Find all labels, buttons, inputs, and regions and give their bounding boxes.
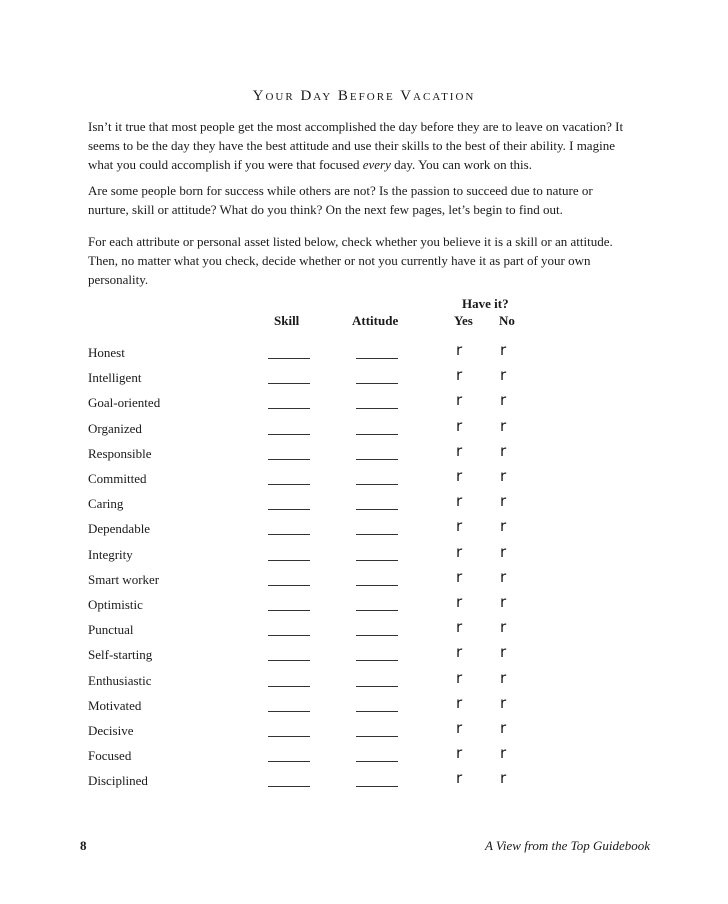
attitude-blank[interactable]: [356, 723, 398, 737]
attitude-blank[interactable]: [356, 421, 398, 435]
attribute-label: Motivated: [88, 697, 142, 713]
attitude-blank[interactable]: [356, 496, 398, 510]
attitude-blank[interactable]: [356, 547, 398, 561]
skill-blank[interactable]: [268, 521, 310, 535]
attitude-blank[interactable]: [356, 572, 398, 586]
page-number: 8: [80, 838, 87, 853]
skill-blank[interactable]: [268, 421, 310, 435]
yes-checkbox[interactable]: r: [456, 567, 463, 586]
attitude-blank[interactable]: [356, 471, 398, 485]
yes-checkbox[interactable]: r: [456, 366, 463, 385]
yes-checkbox[interactable]: r: [456, 517, 463, 536]
yes-checkbox[interactable]: r: [456, 416, 463, 435]
attitude-blank[interactable]: [356, 647, 398, 661]
no-column-header: No: [499, 313, 515, 328]
skill-column-header: Skill: [274, 313, 300, 328]
table-row: [0, 668, 728, 693]
table-row: [0, 593, 728, 617]
table-row: [0, 416, 728, 441]
skill-blank[interactable]: [268, 572, 310, 586]
no-checkbox[interactable]: r: [500, 668, 507, 687]
no-checkbox[interactable]: r: [500, 366, 507, 385]
skill-blank[interactable]: [268, 723, 310, 737]
attribute-label: Caring: [88, 496, 124, 512]
attitude-blank[interactable]: [356, 622, 398, 636]
attribute-label: Optimistic: [88, 597, 143, 612]
attitude-blank[interactable]: [356, 597, 398, 611]
skill-blank[interactable]: [268, 395, 310, 409]
attitude-blank[interactable]: [356, 395, 398, 409]
attitude-column-header: Attitude: [352, 313, 399, 328]
table-row: [0, 341, 728, 365]
skill-blank[interactable]: [268, 647, 310, 661]
attribute-label: Integrity: [88, 546, 133, 562]
table-row: [0, 492, 728, 516]
table-row: [0, 719, 728, 743]
no-checkbox[interactable]: r: [500, 416, 507, 435]
no-checkbox[interactable]: r: [500, 618, 507, 637]
table-row: [0, 391, 728, 415]
yes-checkbox[interactable]: r: [456, 693, 463, 712]
yes-checkbox[interactable]: r: [456, 719, 463, 737]
yes-checkbox[interactable]: r: [456, 668, 463, 687]
yes-checkbox[interactable]: r: [456, 744, 463, 763]
attribute-label: Punctual: [88, 622, 134, 638]
attribute-label: Decisive: [88, 723, 134, 738]
attitude-blank[interactable]: [356, 773, 398, 787]
yes-checkbox[interactable]: r: [456, 769, 463, 788]
no-checkbox[interactable]: r: [500, 517, 507, 536]
skill-blank[interactable]: [268, 748, 310, 762]
no-checkbox[interactable]: r: [500, 391, 507, 410]
attitude-blank[interactable]: [356, 345, 398, 359]
yes-checkbox[interactable]: r: [456, 341, 463, 359]
no-checkbox[interactable]: r: [500, 693, 507, 712]
skill-blank[interactable]: [268, 496, 310, 510]
attribute-label: Honest: [88, 345, 125, 360]
instructions-paragraph: For each attribute or personal asset listed below, check whether you believe it is a skill or an attitude. Then, no matter what you check, decide whether or not you currently have it as part of your own personality.: [88, 234, 613, 287]
attribute-label: Enthusiastic: [88, 672, 152, 688]
yes-checkbox[interactable]: r: [456, 391, 463, 410]
attitude-blank[interactable]: [356, 673, 398, 687]
no-checkbox[interactable]: r: [500, 467, 507, 485]
skill-blank[interactable]: [268, 597, 310, 611]
yes-checkbox[interactable]: r: [456, 593, 463, 611]
yes-checkbox[interactable]: r: [456, 618, 463, 637]
yes-checkbox[interactable]: r: [456, 643, 463, 662]
table-row: [0, 517, 728, 541]
no-checkbox[interactable]: r: [500, 643, 507, 662]
question-paragraph: Are some people born for success while others are not? Is the passion to succeed due to nature or nurture, skill or attitude? What do you think? On the next few pages, let’s begin to find out.: [88, 183, 593, 217]
no-checkbox[interactable]: r: [500, 441, 507, 460]
page-title: Your Day Before Vacation: [252, 88, 476, 104]
yes-column-header: Yes: [454, 313, 473, 328]
skill-blank[interactable]: [268, 673, 310, 687]
have-it-header: Have it?: [462, 296, 509, 311]
attitude-blank[interactable]: [356, 446, 398, 460]
no-checkbox[interactable]: r: [500, 769, 507, 788]
table-row: [0, 769, 728, 793]
no-checkbox[interactable]: r: [500, 744, 507, 763]
attribute-label: Responsible: [88, 445, 152, 461]
attribute-label: Intelligent: [88, 370, 142, 386]
skill-blank[interactable]: [268, 446, 310, 460]
table-row: [0, 467, 728, 491]
attribute-label: Organized: [88, 420, 142, 436]
no-checkbox[interactable]: r: [500, 341, 507, 359]
yes-checkbox[interactable]: r: [456, 441, 463, 460]
yes-checkbox[interactable]: r: [456, 492, 463, 511]
attribute-label: Smart worker: [88, 571, 160, 587]
table-row: [0, 693, 728, 718]
skill-blank[interactable]: [268, 471, 310, 485]
no-checkbox[interactable]: r: [500, 492, 507, 511]
book-title: A View from the Top Guidebook: [484, 838, 650, 853]
table-row: [0, 744, 728, 768]
attribute-label: Committed: [88, 471, 147, 486]
skill-blank[interactable]: [268, 547, 310, 561]
no-checkbox[interactable]: r: [500, 719, 507, 737]
table-row: [0, 643, 728, 667]
attribute-label: Focused: [88, 748, 132, 764]
attribute-label: Disciplined: [88, 773, 148, 789]
attitude-blank[interactable]: [356, 698, 398, 712]
skill-blank[interactable]: [268, 370, 310, 384]
attitude-blank[interactable]: [356, 370, 398, 384]
no-checkbox[interactable]: r: [500, 542, 507, 561]
intro-paragraph: Isn’t it true that most people get the most accomplished the day before they are to leave on vacation? It seems to be the day they have the best attitude and use their skills to the best of their ability. I magine what you could accomplish if you were that focused every day. You can work on this.: [88, 119, 624, 172]
skill-blank[interactable]: [268, 345, 310, 359]
table-row: [0, 618, 728, 642]
no-checkbox[interactable]: r: [500, 593, 507, 611]
yes-checkbox[interactable]: r: [456, 542, 463, 561]
attitude-blank[interactable]: [356, 521, 398, 535]
skill-blank[interactable]: [268, 698, 310, 712]
attribute-label: Goal-oriented: [88, 395, 161, 411]
table-row: [0, 567, 728, 592]
attitude-blank[interactable]: [356, 748, 398, 762]
yes-checkbox[interactable]: r: [456, 467, 463, 485]
no-checkbox[interactable]: r: [500, 567, 507, 586]
skill-blank[interactable]: [268, 773, 310, 787]
skill-blank[interactable]: [268, 622, 310, 636]
table-row: [0, 441, 728, 466]
attribute-label: Dependable: [88, 521, 151, 537]
attribute-label: Self-starting: [88, 647, 153, 663]
table-row: [0, 542, 728, 567]
table-row: [0, 366, 728, 390]
